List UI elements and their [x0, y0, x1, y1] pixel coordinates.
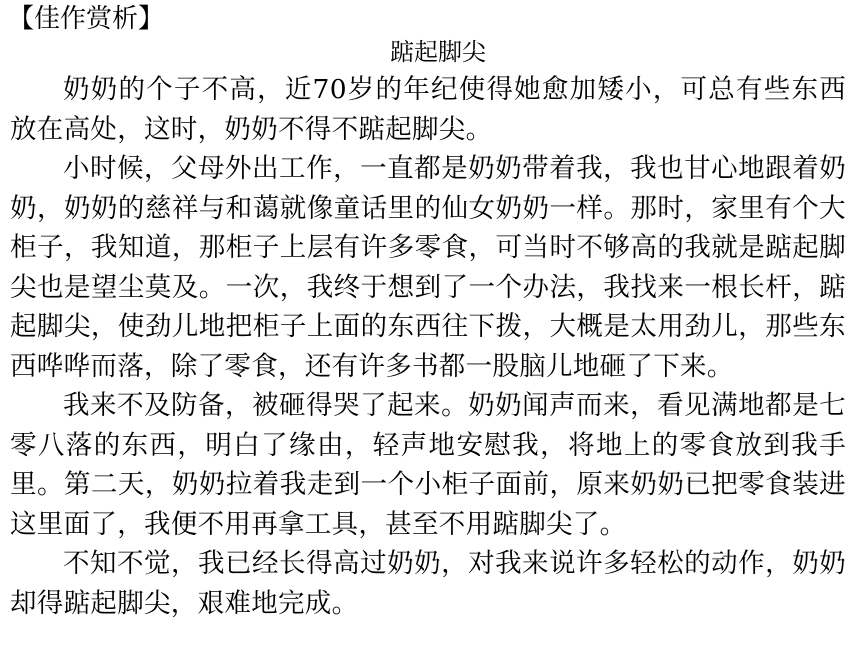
essay-paragraph-3: 我来不及防备，被砸得哭了起来。奶奶闻声而来，看见满地都是七零八落的东西，明白了缘由，轻声地安慰我，将地上的零食放到我手里。第二天，奶奶拉着我走到一个小柜子面前，原来奶奶已把零食装进这里面了，我便不用再拿工具，甚至不用踮脚尖了。: [10, 390, 846, 540]
essay-paragraph-4: 不知不觉，我已经长得高过奶奶，对我来说许多轻松的动作，奶奶却得踮起脚尖，艰难地完成。: [10, 548, 846, 619]
section-label: 【佳作赏析】: [8, 4, 165, 34]
essay-paragraph-2: 小时候，父母外出工作，一直都是奶奶带着我，我也甘心地跟着奶奶，奶奶的慈祥与和蔼就像童话里的仙女奶奶一样。那时，家里有个大柜子，我知道，那柜子上层有许多零食，可当时不够高的我就是踮起脚尖也是望尘莫及。一次，我终于想到了一个办法，我找来一根长杆，踮起脚尖，使劲儿地把柜子上面的东西往下拨，大概是太用劲儿，那些东西哗哗而落，除了零食，还有许多书都一股脑儿地砸了下来。: [10, 153, 846, 382]
essay-paragraph-1: 奶奶的个子不高，近70岁的年纪使得她愈加矮小，可总有些东西放在高处，这时，奶奶不得不踮起脚尖。: [10, 74, 846, 145]
essay-title: 踮起脚尖: [390, 38, 486, 66]
essay-body: [10, 70, 846, 623]
